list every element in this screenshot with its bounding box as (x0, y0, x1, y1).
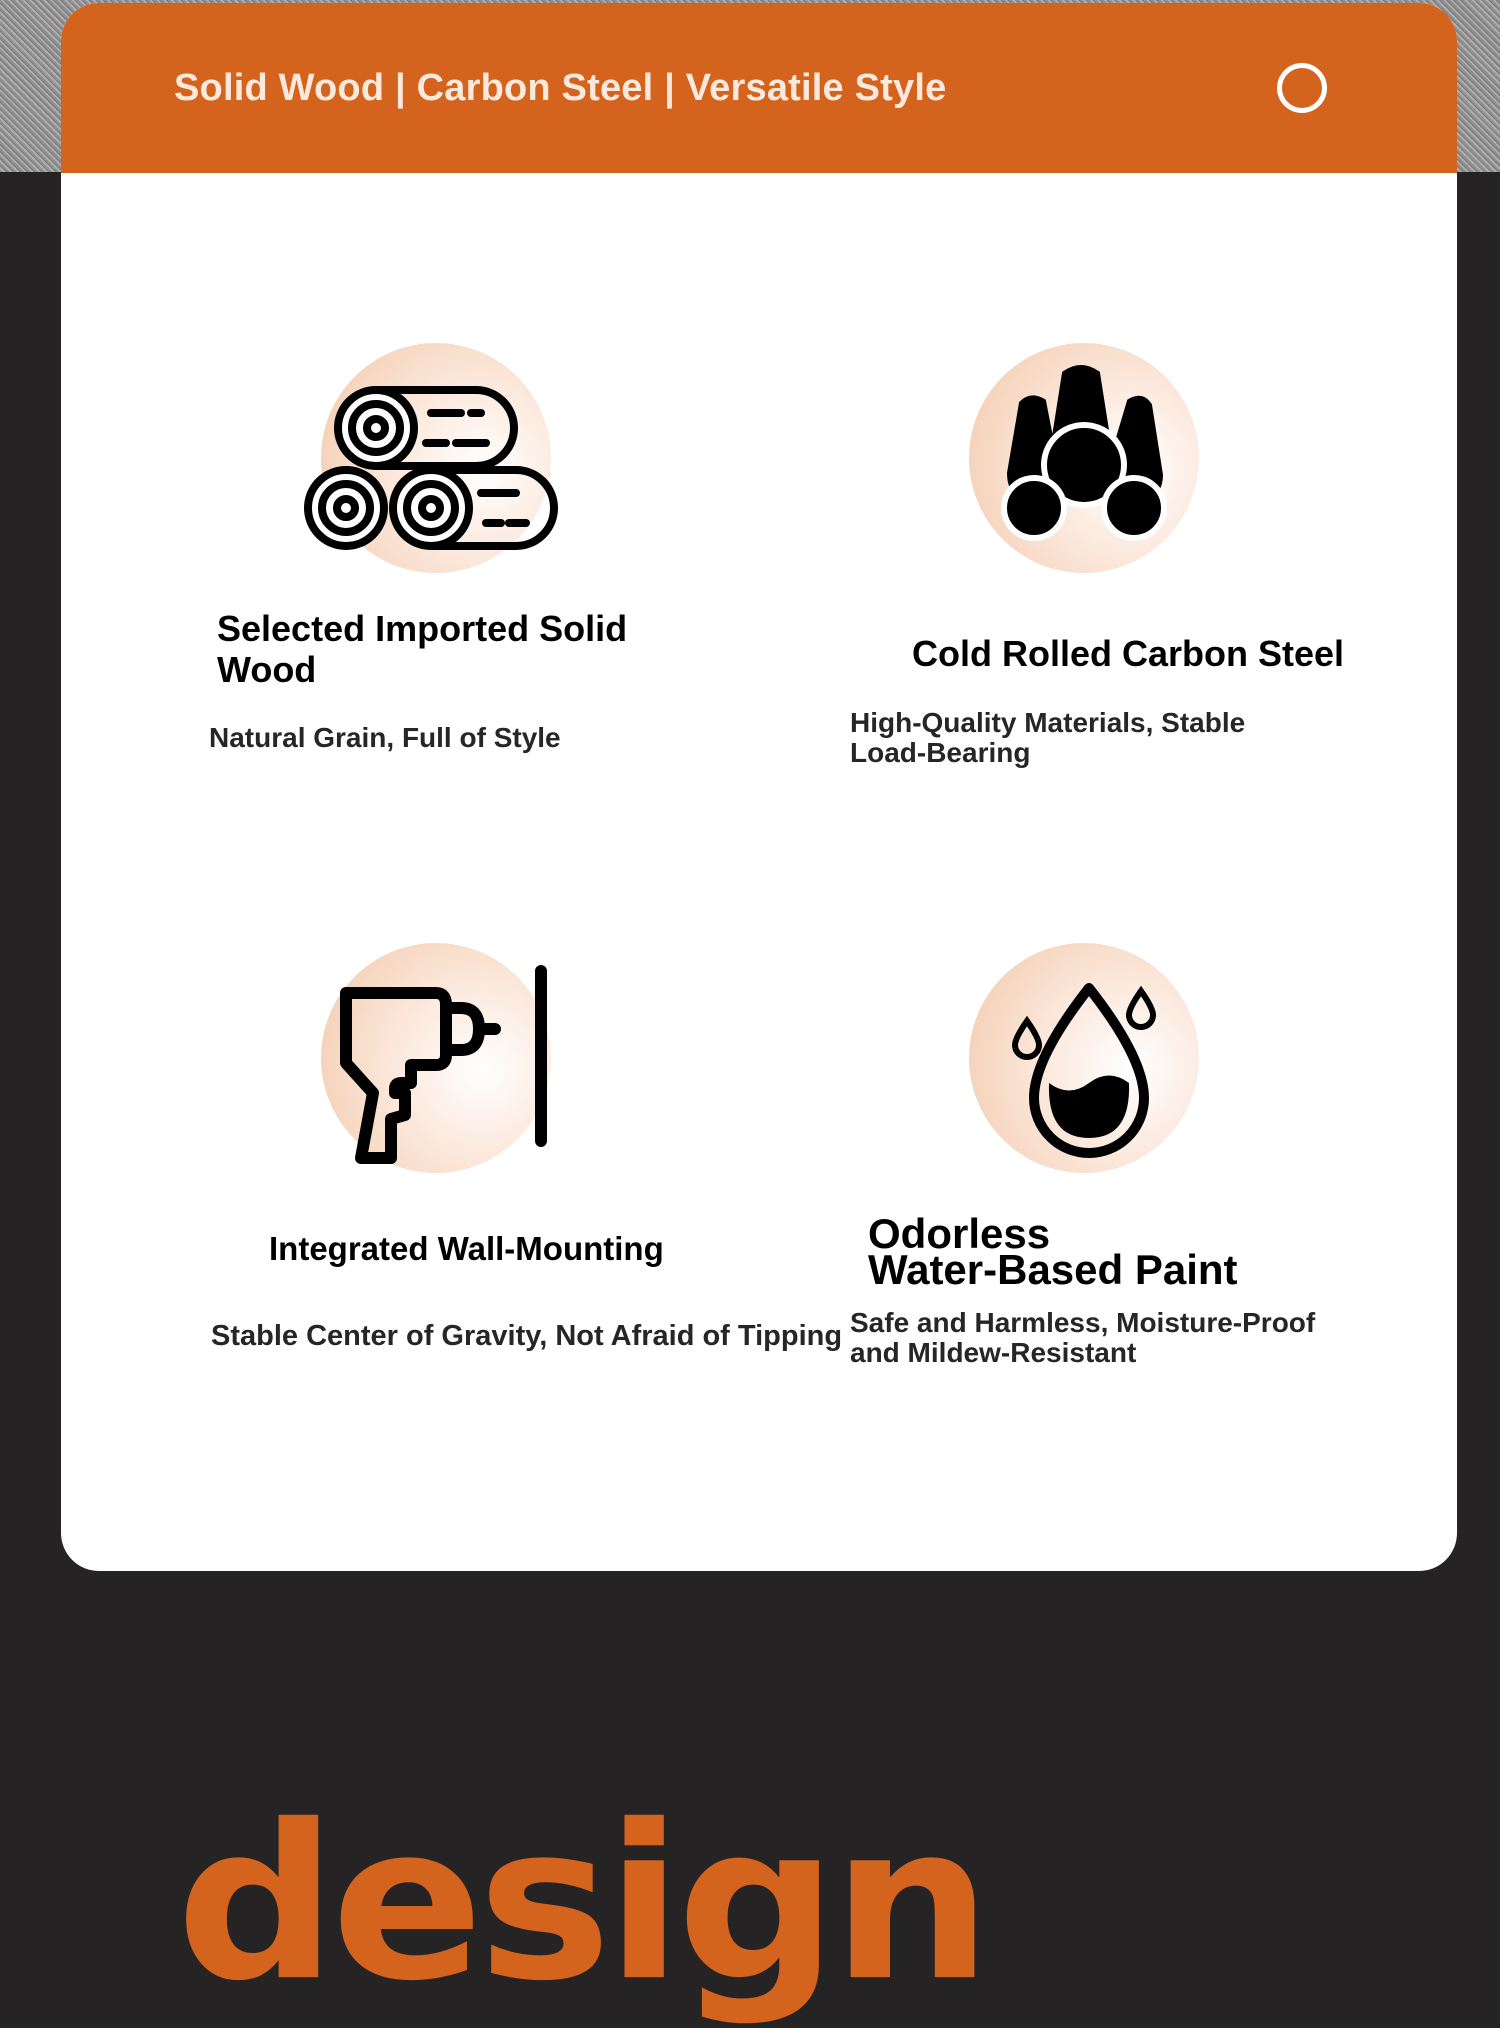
feature-title-line: Selected Imported Solid (217, 608, 628, 649)
wood-logs-icon (321, 343, 551, 573)
feature-subtitle-carbon-steel (850, 708, 1245, 768)
drill-wall-icon (321, 943, 551, 1173)
feature-subtitle-water-paint (850, 1308, 1315, 1368)
feature-title-solid-wood (217, 608, 627, 690)
design-wordmark: design (176, 1779, 986, 2028)
feature-subtitle-wall-mounting: Stable Center of Gravity, Not Afraid of Tipping (211, 1320, 843, 1352)
features-card (61, 3, 1457, 1571)
feature-title-wall-mounting: Integrated Wall-Mounting (269, 1230, 664, 1267)
card-header (61, 3, 1457, 173)
feature-title-carbon-steel: Cold Rolled Carbon Steel (912, 633, 1345, 674)
feature-subtitle-line: High-Quality Materials, Stable (850, 707, 1246, 738)
header-title: Solid Wood | Carbon Steel | Versatile Style (174, 66, 947, 109)
feature-subtitle-line: Load-Bearing (850, 737, 1031, 768)
water-drop-icon (969, 943, 1199, 1173)
feature-subtitle-solid-wood: Natural Grain, Full of Style (209, 722, 561, 753)
circle-icon (1277, 63, 1327, 113)
feature-subtitle-line: and Mildew-Resistant (850, 1337, 1137, 1368)
feature-title-line: Wood (217, 649, 317, 690)
feature-title-line: Odorless (868, 1210, 1051, 1257)
feature-title-line: Water-Based Paint (868, 1246, 1238, 1293)
feature-title-water-paint (868, 1210, 1238, 1293)
feature-subtitle-line: Safe and Harmless, Moisture-Proof (850, 1307, 1316, 1338)
steel-pipes-icon (969, 343, 1199, 573)
